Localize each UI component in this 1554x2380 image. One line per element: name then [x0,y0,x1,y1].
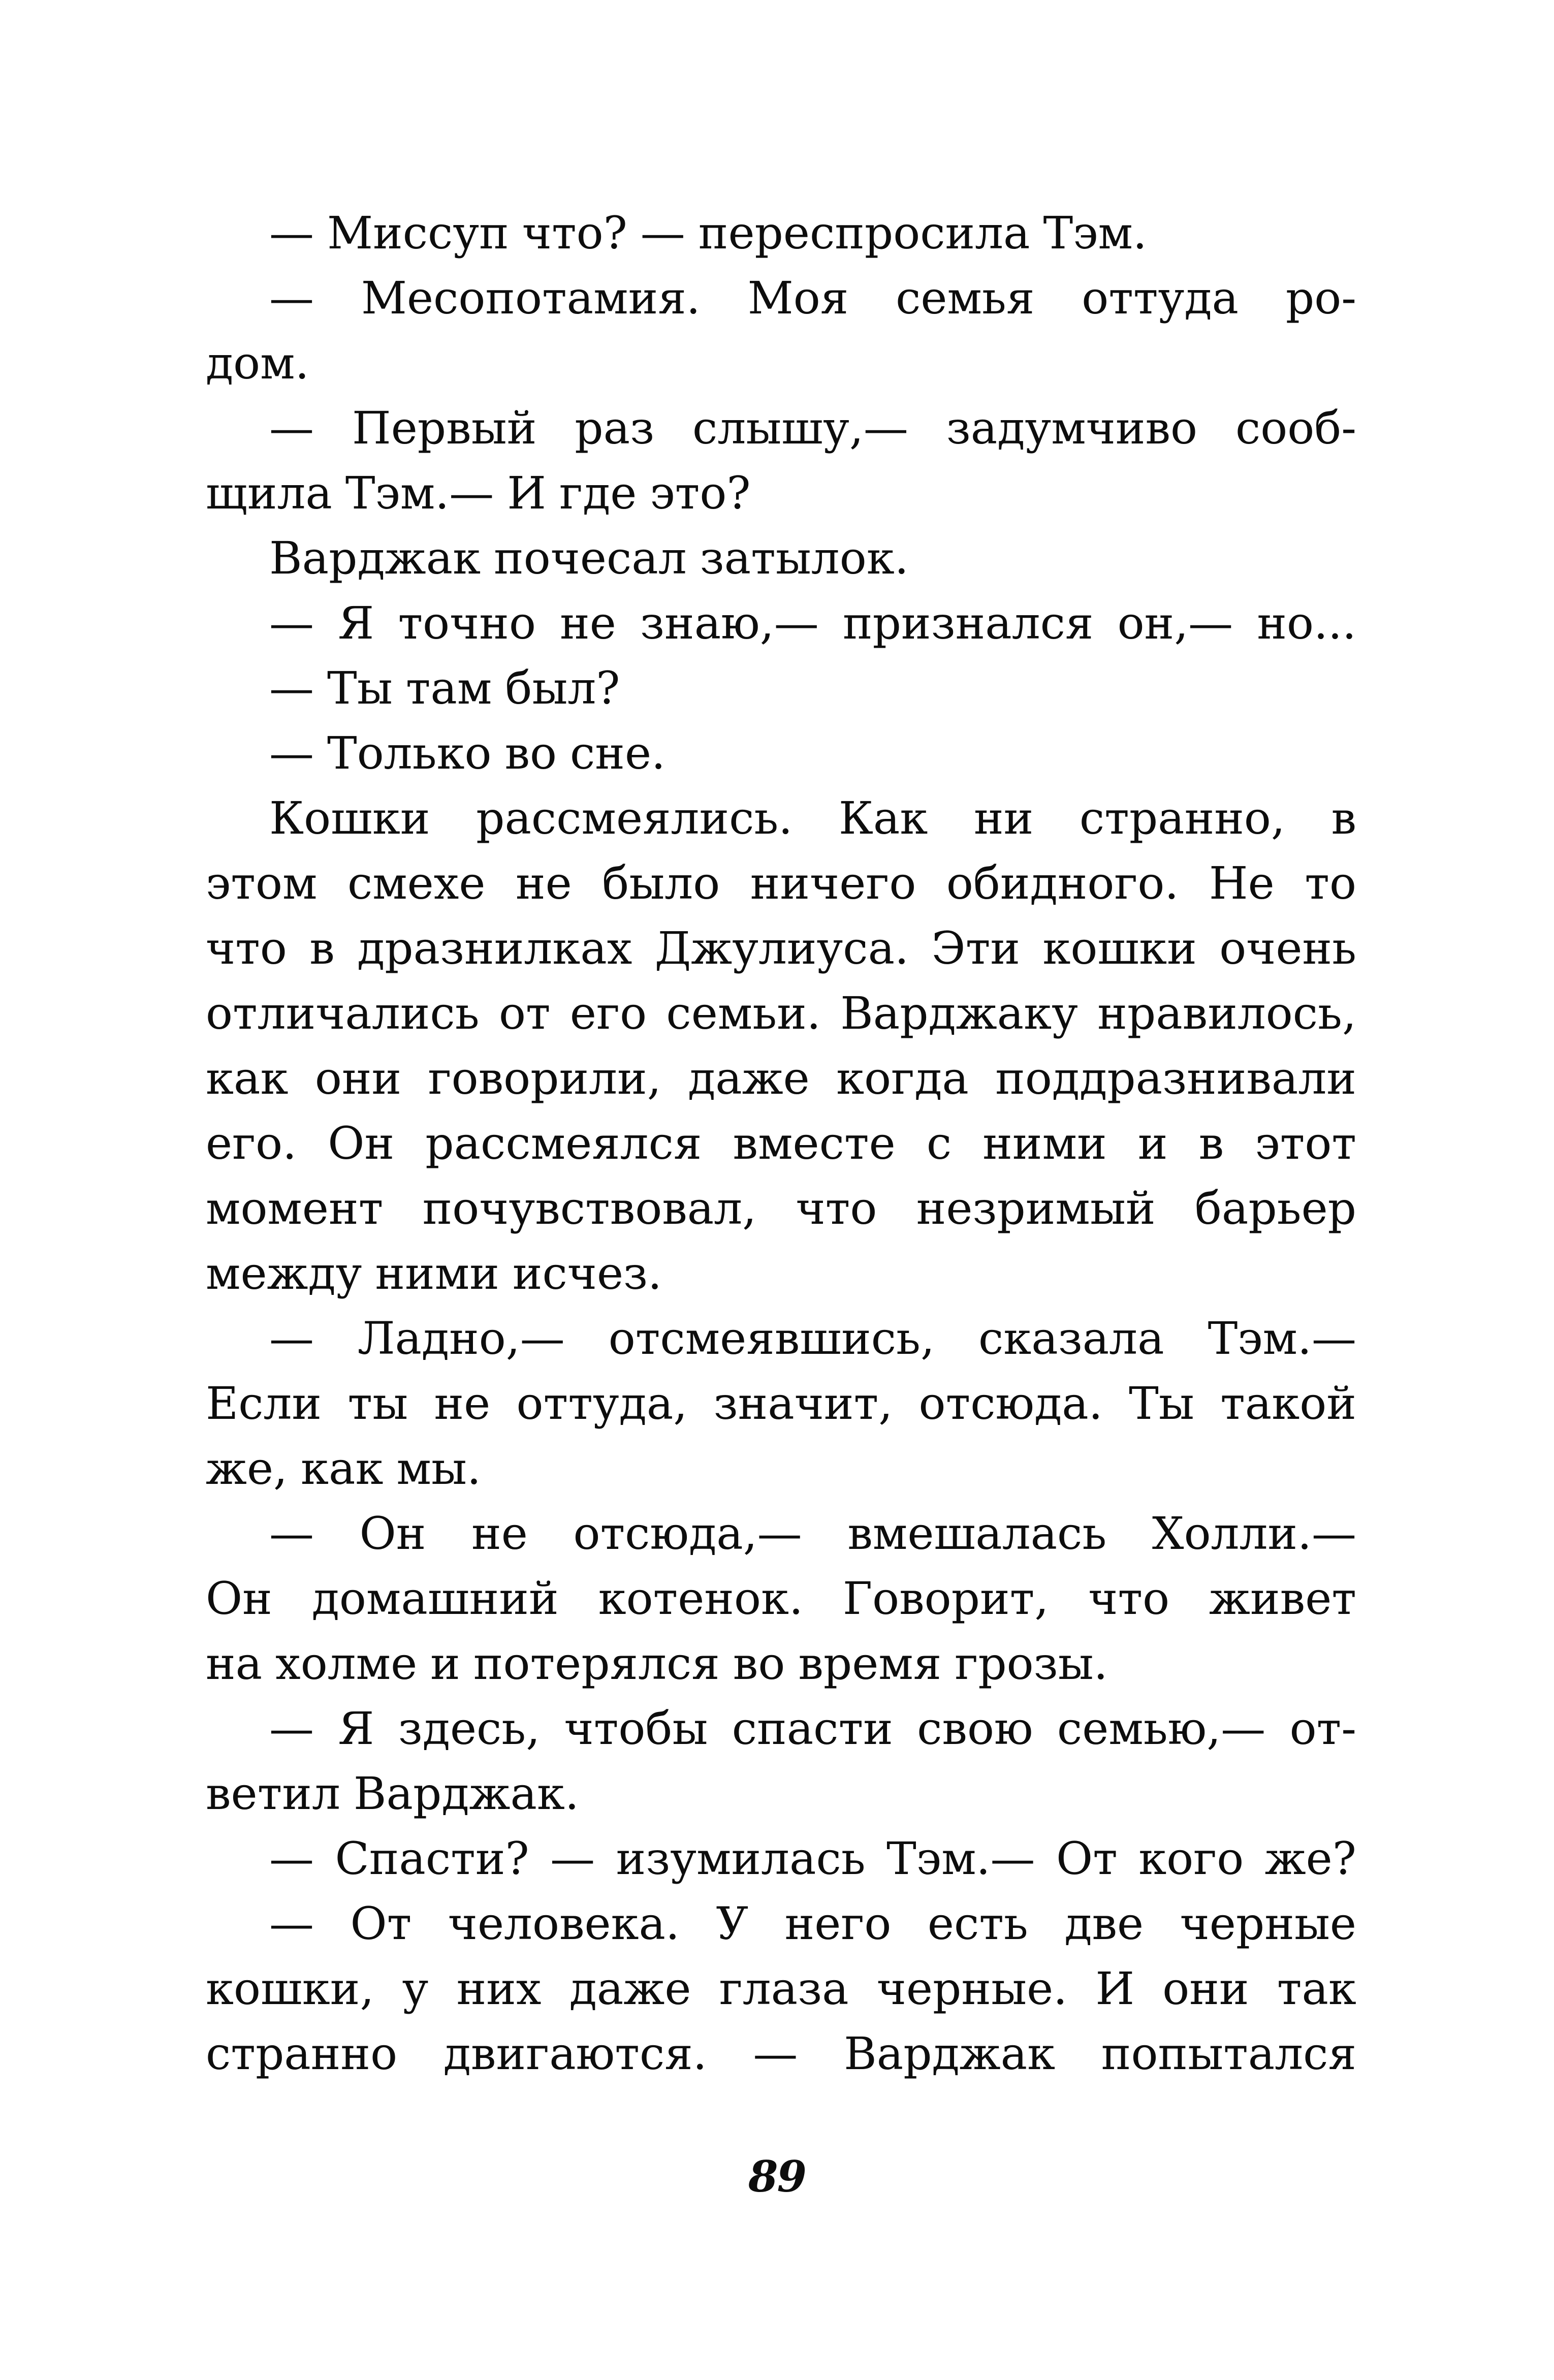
text-line: кошки, у них даже глаза черные. И они так [206,1962,1356,2015]
text-line: — Он не отсюда,— вмешалась Холли.— [269,1507,1356,1560]
text-line: отличались от его семьи. Варджаку нравилось, [206,987,1356,1039]
text-line: же, как мы. [206,1442,481,1495]
text-line: — Первый раз слышу,— задумчиво сооб- [269,402,1356,454]
text-line: — Спасти? — изумилась Тэм.— От кого же? [269,1832,1356,1885]
text-line: — Ладно,— отсмеявшись, сказала Тэм.— [269,1312,1356,1364]
text-line: странно двигаются. — Варджак попытался [206,2027,1356,2080]
text-line: — Я точно не знаю,— признался он,— но... [269,597,1356,649]
text-line: Если ты не оттуда, значит, отсюда. Ты такой [206,1377,1356,1430]
text-line: между ними исчез. [206,1247,662,1299]
text-line: что в дразнилках Джулиуса. Эти кошки очень [206,922,1356,974]
text-line: — Только во сне. [269,727,665,779]
text-line: щила Тэм.— И где это? [206,467,751,519]
text-line: этом смехе не было ничего обидного. Не то [206,857,1356,909]
text-line: — Ты там был? [269,662,620,714]
text-line: на холме и потерялся во время грозы. [206,1637,1108,1690]
text-line: ветил Варджак. [206,1767,579,1820]
body-text [206,201,1356,2086]
text-line: — От человека. У него есть две черные [269,1897,1356,1950]
text-line: Варджак почесал затылок. [269,532,909,584]
text-line: как они говорили, даже когда поддразнивали [206,1052,1356,1104]
text-line: — Я здесь, чтобы спасти свою семью,— от- [269,1702,1356,1755]
text-line: Кошки рассмеялись. Как ни странно, в [269,792,1356,844]
text-line: момент почувствовал, что незримый барьер [206,1182,1356,1234]
text-line: — Миссуп что? — переспросила Тэм. [269,207,1147,259]
page-number: 89 [748,2151,806,2202]
text-line: — Месопотамия. Моя семья оттуда ро- [269,272,1356,324]
text-line: дом. [206,337,309,389]
text-line: Он домашний котенок. Говорит, что живет [206,1572,1356,1625]
text-line: его. Он рассмеялся вместе с ними и в этот [206,1117,1356,1169]
